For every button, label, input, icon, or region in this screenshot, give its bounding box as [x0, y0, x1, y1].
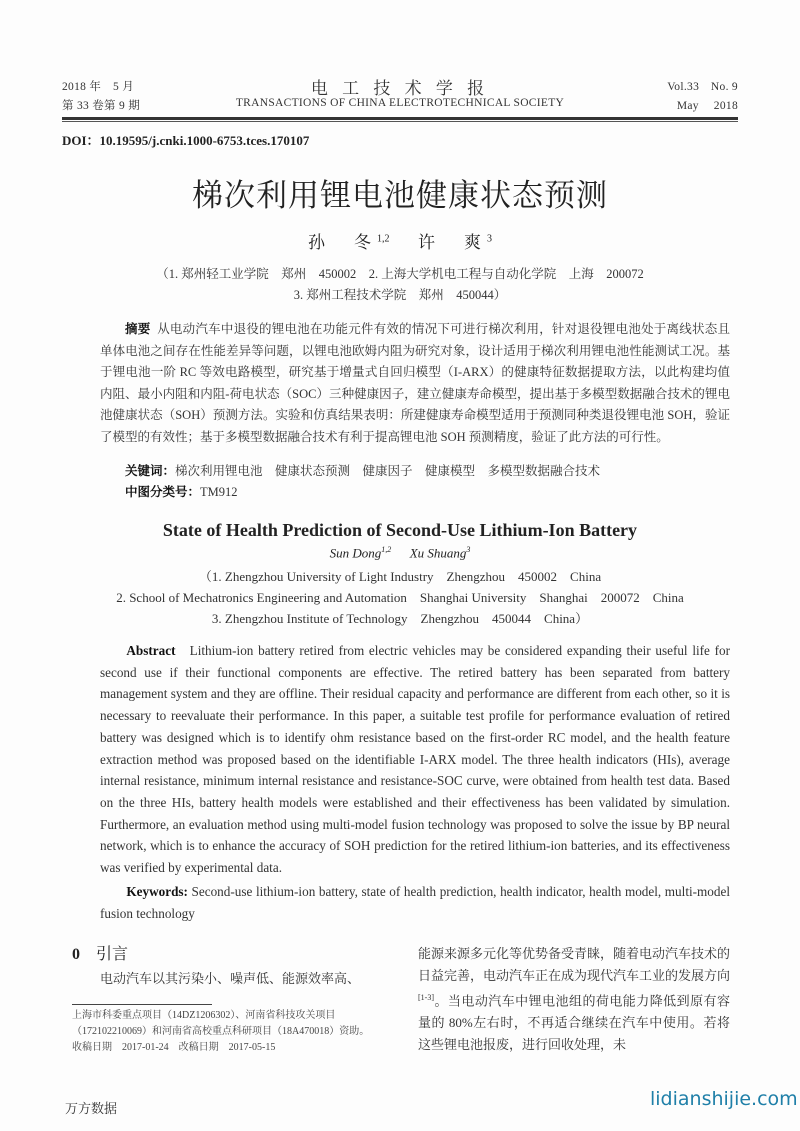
body-right-column	[418, 943, 730, 1056]
author-name: Sun Dong	[329, 545, 382, 561]
author-name: 许 爽	[418, 233, 487, 252]
section-title: 引言	[96, 944, 129, 963]
keywords-cn-label: 关键词：	[125, 463, 176, 478]
paper-title-en: State of Health Prediction of Second-Use Lithium-Ion Battery	[162, 520, 638, 540]
journal-title-cn: 电 工 技 术 学 报	[310, 79, 490, 98]
author-affil-sup: 3	[487, 233, 492, 245]
body-text: 。当电动汽车中锂电池组的荷电能力降低到原有容量的 80%左右时，不再适合继续在汽车中使用。若将这些锂电池报废，进行回收处理，未	[418, 993, 730, 1053]
journal-title-en: TRANSACTIONS OF CHINA ELECTROTECHNICAL SOCIETY	[235, 97, 565, 109]
section-number: 0	[72, 946, 80, 963]
doi[interactable]: DOI：10.19595/j.cnki.1000-6753.tces.170107	[62, 133, 310, 148]
classification-label: 中图分类号：	[125, 484, 201, 499]
footnote-rule	[72, 1004, 212, 1005]
header-vol-no: Vol.33 No. 9	[667, 81, 738, 93]
footnote-funding: 上海市科委重点项目（14DZ1206302）、河南省科技攻关项目	[72, 1010, 336, 1021]
affiliation-cn-line: 3. 郑州工程技术学院 郑州 450044）	[293, 288, 507, 302]
author-affil-sup: 1,2	[377, 233, 390, 245]
abstract-en	[100, 640, 730, 879]
paper-title-cn: 梯次利用锂电池健康状态预测	[192, 178, 608, 214]
author-affil-sup: 1,2	[381, 545, 392, 554]
section-heading	[72, 941, 128, 964]
watermark-site: lidianshijie.com	[650, 1088, 798, 1110]
classification-cn	[100, 481, 730, 504]
keywords-en-text: Second-use lithium-ion battery, state of health prediction, health indicator, health model, multi-model fusion technology	[100, 884, 730, 921]
citation-ref[interactable]: [1-3]	[418, 993, 434, 1002]
abstract-cn	[100, 318, 730, 449]
body-text: 能源来源多元化等优势备受青睐，随着电动汽车技术的日益完善，电动汽车正在成为现代汽车工业的发展方向	[418, 946, 731, 983]
header-volume-cn: 第 33 卷第 9 期	[62, 100, 141, 112]
header-rule-thick	[62, 117, 738, 120]
affiliation-en-line: （1. Zhengzhou University of Light Industry Zhengzhou 450002 China	[198, 569, 602, 584]
keywords-en	[100, 881, 730, 924]
affiliation-cn-line: （1. 郑州轻工业学院 郑州 450002 2. 上海大学机电工程与自动化学院 上海 200072	[156, 267, 644, 281]
keywords-cn-text: 梯次利用锂电池 健康状态预测 健康因子 健康模型 多模型数据融合技术	[175, 464, 601, 478]
abstract-cn-label: 摘要	[125, 321, 151, 336]
abstract-en-label: Abstract	[126, 643, 176, 658]
author-affil-sup: 3	[466, 545, 471, 554]
body-left-column: 电动汽车以其污染小、噪声低、能源效率高、	[100, 971, 361, 986]
affiliation-en-line: 2. School of Mechatronics Engineering and Automation Shanghai University Shanghai 200072 China	[116, 590, 684, 605]
watermark-wanfang: 万方数据	[65, 1102, 118, 1117]
footnote-funding: （172102210069）和河南省高校重点科研项目（18A470018）资助。	[72, 1026, 370, 1037]
authors-en	[0, 545, 800, 561]
abstract-cn-text: 从电动汽车中退役的锂电池在功能元件有效的情况下可进行梯次利用，针对退役锂电池处于离线状态且单体电池之间存在性能差异等问题，以锂电池欧姆内阻为研究对象，设计适用于梯次利用锂电池性能测试工况。基于锂电池一阶 RC 等效电路模型，研究基于增量式自回归模型（I-ARX）的健康特征数据提取方法，以此构建均值内阻、最小内阻和内阻-荷电状态（SOC）三种健康因子，建立健康寿命模型，提出基于多模型数据融合技术的锂电池健康状态（SOH）预测方法。实验和仿真结果表明：所建健康寿命模型适用于预测同种类退役锂电池 SOH，验证了模型的有效性；基于多模型数据融合技术有利于提高锂电池 SOH 预测精度，验证了此方法的可行性。	[100, 322, 730, 444]
abstract-en-text: Lithium-ion battery retired from electric vehicles may be considered expanding their useful life for second use if their functional components are effective. The retired battery has been separated from battery management system and they are offline. Their residual capacity and performance are different from each other, so it is necessary to reevaluate their performance. In this paper, a suitable test profile for performance evaluation of retired battery was designed which is to identify ohm resistance based on the first-order RC model, and the health feature extraction method was proposed based on the identifiable I-ARX model. The three health indicators (HIs), average internal resistance, minimum internal resistance and resistance-SOC curve, were obtained from health test data. Based on the three HIs, battery health models were established and their effectiveness has been validated by simulation. Furthermore, an evaluation method using multi-model fusion technology was proposed to solve the issue by BP neural network, which is to enhance the accuracy of SOH prediction for the retired lithium-ion batteries, and its effectiveness was verified by experimental data.	[100, 643, 730, 876]
classification-code: TM912	[200, 485, 238, 499]
affiliation-en-line: 3. Zhengzhou Institute of Technology Zhengzhou 450044 China）	[211, 611, 589, 626]
authors-cn	[0, 228, 800, 253]
footnote-dates: 收稿日期 2017-01-24 改稿日期 2017-05-15	[72, 1042, 276, 1053]
author-name: 孙 冬	[308, 233, 377, 252]
footnote	[72, 1008, 372, 1056]
author-name: Xu Shuang	[409, 545, 467, 561]
header-date-cn: 2018 年 5 月	[62, 81, 134, 93]
keywords-en-label: Keywords:	[126, 884, 188, 899]
keywords-cn	[100, 460, 730, 483]
header-rule-thin	[62, 121, 738, 122]
header-month-year: May 2018	[676, 100, 738, 112]
